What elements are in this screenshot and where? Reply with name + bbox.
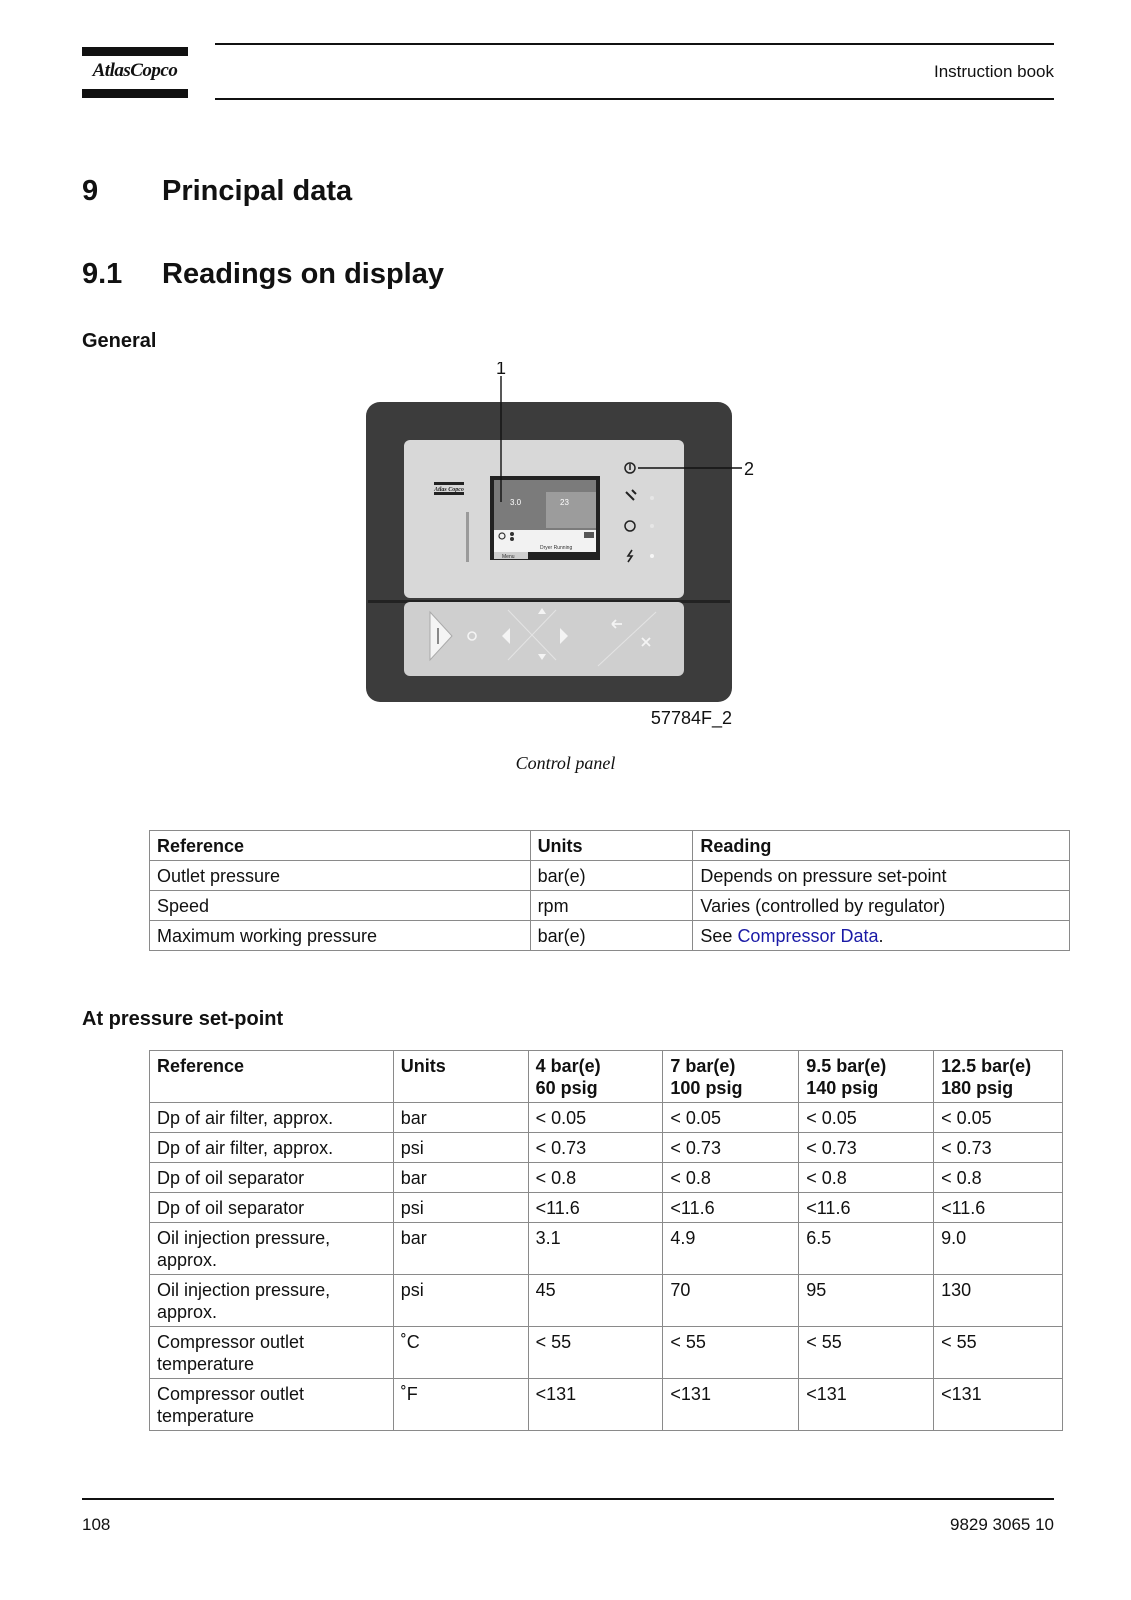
cell-reference: Compressor outlet temperature (150, 1379, 394, 1431)
cell-value: <11.6 (528, 1193, 663, 1223)
header-4-bar: 4 bar(e) 60 psig (528, 1051, 663, 1103)
cell-value: <11.6 (799, 1193, 934, 1223)
table-row (150, 891, 1070, 921)
cell-reference: Oil injection pressure, approx. (150, 1223, 394, 1275)
chapter-heading (82, 175, 352, 208)
screen-menu: Menu (502, 554, 515, 560)
section-heading (82, 258, 444, 291)
table-header-row (150, 831, 1070, 861)
cell-value: < 0.8 (934, 1163, 1063, 1193)
cell-units: ˚F (393, 1379, 528, 1431)
table-row (150, 1193, 1063, 1223)
cell-units: bar(e) (530, 861, 693, 891)
table-row (150, 921, 1070, 951)
table-header-row (150, 1051, 1063, 1103)
document-title: Instruction book (933, 62, 1054, 81)
cell-value: < 0.73 (799, 1133, 934, 1163)
table-row (150, 1133, 1063, 1163)
cell-value: < 0.8 (528, 1163, 663, 1193)
header-units: Units (530, 831, 693, 861)
section-number: 9.1 (82, 258, 123, 290)
readings-table (149, 830, 1070, 951)
cell-reference: Dp of oil separator (150, 1193, 394, 1223)
callout-2: 2 (744, 459, 755, 479)
screen-value-1: 3.0 (510, 498, 522, 507)
control-panel-figure (360, 362, 770, 732)
cell-value: <131 (528, 1379, 663, 1431)
cell-value: 3.1 (528, 1223, 663, 1275)
cell-value: < 55 (934, 1327, 1063, 1379)
cell-units: bar (393, 1223, 528, 1275)
table-row (150, 1275, 1063, 1327)
cell-value: <131 (663, 1379, 799, 1431)
table-row (150, 1327, 1063, 1379)
cell-units: bar (393, 1163, 528, 1193)
cell-units: ˚C (393, 1327, 528, 1379)
cell-reading: Depends on pressure set-point (693, 861, 1070, 891)
setpoint-table (149, 1050, 1063, 1431)
page-number: 108 (82, 1515, 111, 1534)
cell-value: < 0.73 (663, 1133, 799, 1163)
cell-units: rpm (530, 891, 693, 921)
cell-value: 4.9 (663, 1223, 799, 1275)
cell-reference: Maximum working pressure (150, 921, 531, 951)
cell-value: < 0.8 (799, 1163, 934, 1193)
table-row (150, 1103, 1063, 1133)
header-12-5-bar: 12.5 bar(e) 180 psig (934, 1051, 1063, 1103)
cell-value: 6.5 (799, 1223, 934, 1275)
chapter-number: 9 (82, 175, 99, 207)
cell-reference: Dp of oil separator (150, 1163, 394, 1193)
cell-value: < 55 (528, 1327, 663, 1379)
cell-value: < 0.05 (528, 1103, 663, 1133)
figure-caption: Control panel (515, 753, 616, 773)
screen-status: Dryer Running (540, 545, 573, 551)
table-row (150, 1223, 1063, 1275)
cell-value: < 0.73 (934, 1133, 1063, 1163)
general-heading: General (82, 330, 157, 352)
cell-value: 45 (528, 1275, 663, 1327)
header-7-bar: 7 bar(e) 100 psig (663, 1051, 799, 1103)
cell-units: psi (393, 1193, 528, 1223)
cell-value: <11.6 (934, 1193, 1063, 1223)
cell-value: < 55 (663, 1327, 799, 1379)
cell-units: bar (393, 1103, 528, 1133)
cell-reference: Dp of air filter, approx. (150, 1133, 394, 1163)
header-9-5-bar: 9.5 bar(e) 140 psig (799, 1051, 934, 1103)
header-units: Units (393, 1051, 528, 1103)
cell-value: < 0.73 (528, 1133, 663, 1163)
cell-value: < 55 (799, 1327, 934, 1379)
document-number: 9829 3065 10 (950, 1515, 1054, 1534)
cell-reference: Compressor outlet temperature (150, 1327, 394, 1379)
screen-value-2: 23 (560, 498, 569, 507)
header-reference: Reference (150, 831, 531, 861)
table-row (150, 1163, 1063, 1193)
table-row (150, 1379, 1063, 1431)
link-suffix: . (878, 926, 884, 946)
section-title: Readings on display (162, 258, 444, 290)
cell-units: psi (393, 1275, 528, 1327)
cell-units: bar(e) (530, 921, 693, 951)
cell-value: <131 (799, 1379, 934, 1431)
cell-value: < 0.8 (663, 1163, 799, 1193)
chapter-title: Principal data (162, 175, 353, 207)
cell-units: psi (393, 1133, 528, 1163)
cell-value: <11.6 (663, 1193, 799, 1223)
cell-value: 70 (663, 1275, 799, 1327)
figure-id: 57784F_2 (650, 708, 732, 728)
table-row (150, 861, 1070, 891)
cell-value: <131 (934, 1379, 1063, 1431)
atlas-copco-logo: AtlasCopco (82, 47, 188, 99)
cell-reading (693, 921, 1070, 951)
svg-text:Atlas Copco: Atlas Copco (434, 487, 464, 493)
cell-reference: Outlet pressure (150, 861, 531, 891)
cell-value: < 0.05 (799, 1103, 934, 1133)
header-reference: Reference (150, 1051, 394, 1103)
cell-value: < 0.05 (934, 1103, 1063, 1133)
cell-value: 9.0 (934, 1223, 1063, 1275)
cell-reference: Oil injection pressure, approx. (150, 1275, 394, 1327)
header-reading: Reading (693, 831, 1070, 861)
compressor-data-link[interactable]: Compressor Data (737, 926, 879, 946)
cell-value: < 0.05 (663, 1103, 799, 1133)
cell-reference: Speed (150, 891, 531, 921)
footer-rule (82, 1498, 1054, 1500)
cell-reading: Varies (controlled by regulator) (693, 891, 1070, 921)
see-text: See (700, 926, 738, 946)
setpoint-heading: At pressure set-point (82, 1008, 284, 1030)
header-rule-top (215, 43, 1054, 45)
header-rule-bottom (215, 98, 1054, 100)
cell-value: 95 (799, 1275, 934, 1327)
cell-value: 130 (934, 1275, 1063, 1327)
callout-1: 1 (496, 362, 507, 378)
cell-reference: Dp of air filter, approx. (150, 1103, 394, 1133)
